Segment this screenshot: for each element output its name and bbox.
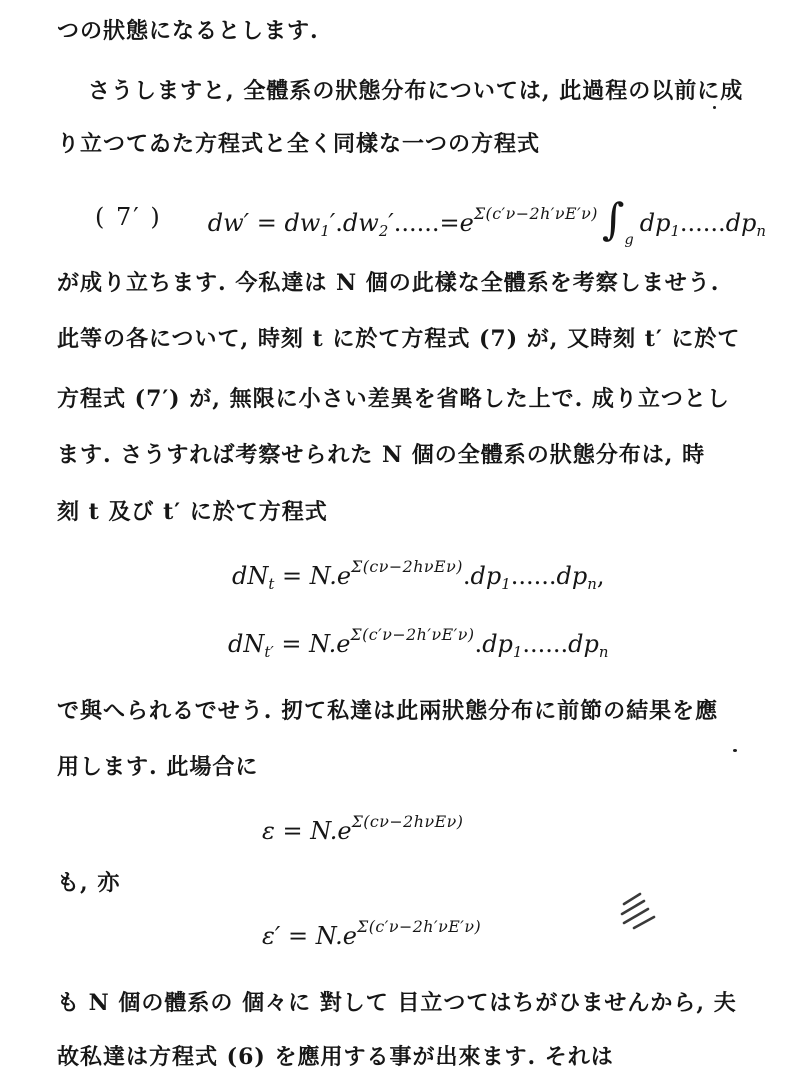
- text-line: が成り立ちます. 今私達は N 個の此樣な全體系を考察しませう.: [57, 270, 720, 296]
- equation-dNt-prime: [228, 625, 609, 662]
- eq-token: ......: [679, 209, 726, 237]
- eq-token: dp: [470, 562, 502, 590]
- eq-token: ,: [596, 562, 605, 590]
- eq-token: =: [274, 562, 310, 590]
- eq-token: dN: [228, 630, 265, 658]
- eq-token: 1: [670, 222, 680, 241]
- eq-token: ε′: [262, 922, 281, 950]
- eq-token: =: [274, 817, 311, 845]
- eq-token: .: [462, 562, 471, 590]
- eq-token: e: [459, 209, 474, 237]
- eq-token: dp: [482, 630, 513, 658]
- equation-label: ( 7′ ): [95, 203, 162, 231]
- scan-speck: [713, 106, 716, 109]
- text-line: り立つてゐた方程式と全く同樣な一つの方程式: [57, 131, 541, 157]
- eq-token: t′: [264, 643, 274, 662]
- eq-token: dw: [342, 209, 379, 237]
- equation-7-prime: [95, 192, 767, 248]
- eq-token: Σ(cν−2hνEν): [351, 557, 463, 577]
- eq-token: 1: [512, 643, 523, 662]
- eq-token: .: [474, 630, 483, 658]
- eq-token: dw′: [207, 209, 250, 237]
- eq-token: dN: [232, 562, 269, 590]
- eq-token: 2: [378, 222, 389, 241]
- eq-token: ′: [329, 209, 336, 237]
- eq-token: ......: [510, 562, 557, 590]
- text-line: も N 個の體系の 個々に 對して 目立つてはちがひませんから, 夫: [57, 990, 737, 1016]
- eq-token: ′: [388, 209, 394, 237]
- text-line: も, 亦: [57, 870, 121, 896]
- eq-token: =: [280, 922, 316, 950]
- text-line: で與へられるでせう. 扨て私達は此兩狀態分布に前節の結果を應: [57, 698, 719, 724]
- text-line: ます. さうすれば考察せられた N 個の全體系の狀態分布は, 時: [57, 442, 706, 468]
- eq-token: Σ(c′ν−2h′νE′ν): [350, 625, 475, 645]
- eq-token: ......=: [393, 209, 460, 237]
- eq-token: N.e: [309, 630, 351, 658]
- equation-body: [232, 557, 605, 594]
- equation-epsilon-prime: [262, 917, 482, 950]
- equation-body: [228, 625, 609, 662]
- eq-token: n: [587, 575, 597, 594]
- eq-token: ε: [262, 817, 275, 845]
- equation-dNt: [232, 557, 605, 594]
- eq-token: dp: [556, 562, 588, 590]
- text-line: 故私達は方程式 (6) を應用する事が出來ます. それは: [57, 1044, 614, 1070]
- eq-token: 1: [501, 575, 511, 594]
- eq-token: dw: [284, 209, 321, 237]
- text-line: つの狀態になるとします.: [57, 18, 319, 44]
- equation-body: [262, 917, 482, 950]
- text-line: 刻 t 及び t′ に於て方程式: [57, 499, 328, 525]
- equation-body: [207, 192, 767, 248]
- equation-epsilon: [262, 812, 464, 845]
- text-line: さうしますと, 全體系の狀態分布については, 此過程の以前に成: [88, 78, 744, 104]
- eq-token: dp: [568, 630, 599, 658]
- eq-token: t: [268, 575, 275, 594]
- eq-token: n: [756, 222, 767, 241]
- eq-token: N.e: [310, 817, 352, 845]
- pencil-mark: [610, 890, 664, 936]
- scan-speck: [733, 749, 737, 752]
- text-line: 方程式 (7′) が, 無限に小さい差異を省略した上で. 成り立つとし: [57, 386, 730, 412]
- eq-token: g: [624, 231, 634, 248]
- text-line: 此等の各について, 時刻 t に於て方程式 (7) が, 又時刻 t′ に於て: [57, 326, 741, 352]
- eq-token: =: [273, 630, 310, 658]
- eq-token: Σ(cν−2hνEν): [351, 812, 464, 832]
- eq-token: N.e: [315, 922, 357, 950]
- eq-token: n: [598, 643, 609, 662]
- eq-token: ∫: [601, 195, 625, 246]
- eq-token: N.e: [309, 562, 352, 590]
- eq-token: .: [335, 209, 343, 237]
- eq-token: ......: [522, 630, 569, 658]
- text-line: 用します. 此場合に: [57, 754, 259, 780]
- eq-token: dp: [639, 209, 671, 237]
- eq-token: Σ(c′ν−2h′νE′ν): [357, 917, 482, 937]
- equation-body: [262, 812, 464, 845]
- eq-token: 1: [320, 222, 330, 241]
- eq-token: =: [249, 209, 285, 237]
- eq-token: Σ(c′ν−2h′νE′ν): [473, 204, 598, 224]
- eq-token: dp: [725, 209, 757, 237]
